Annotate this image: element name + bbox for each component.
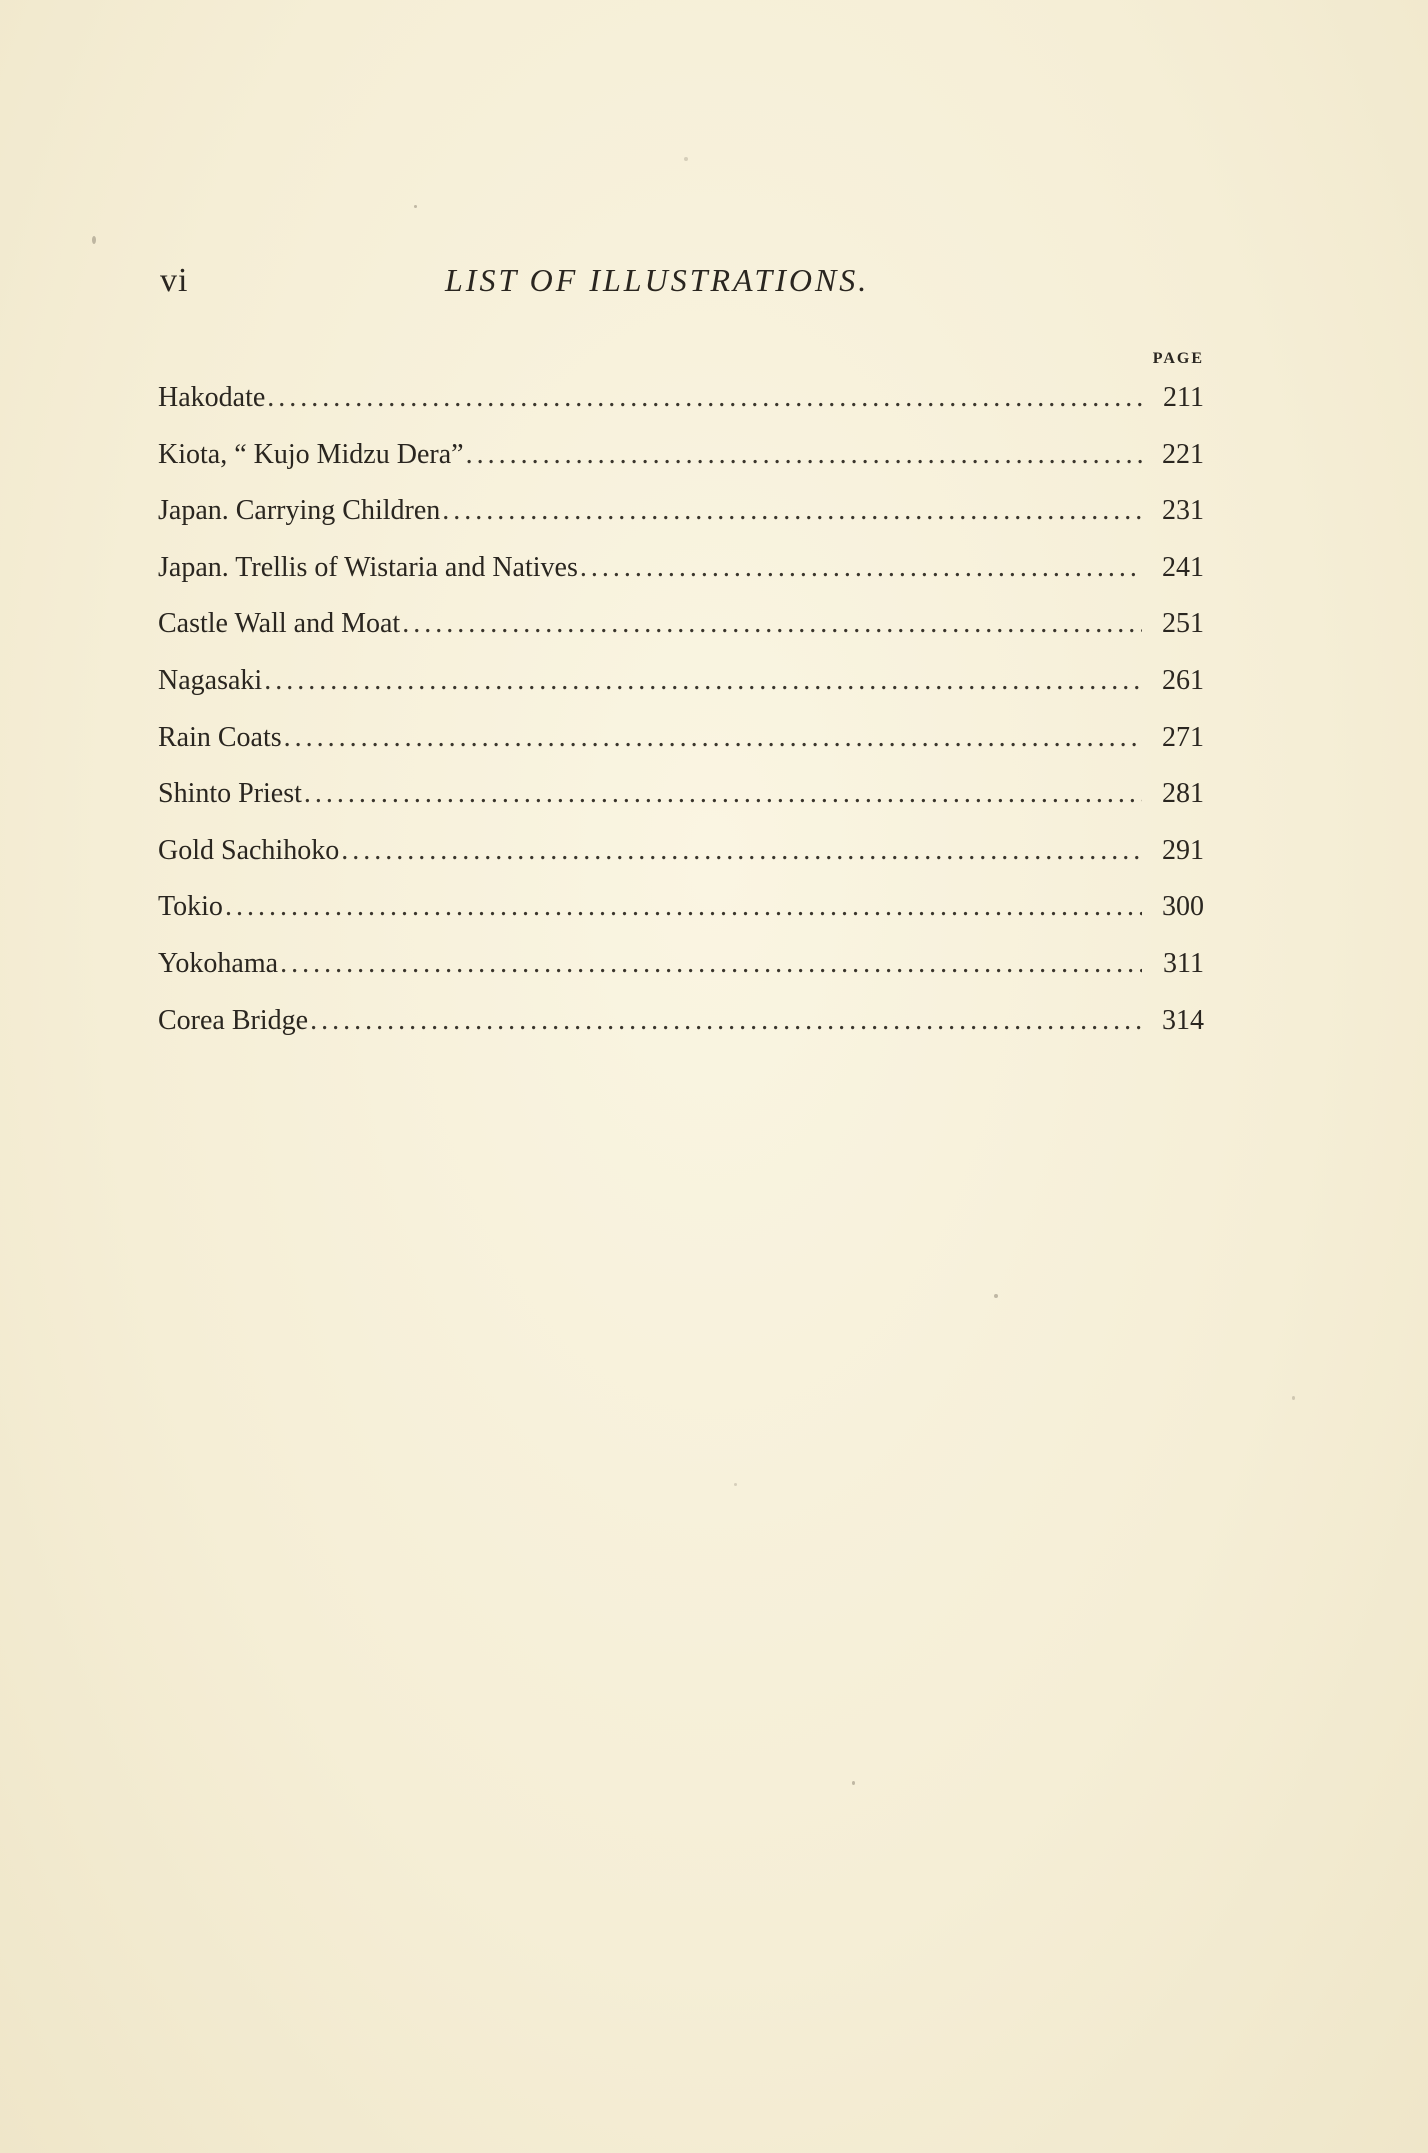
list-item (158, 483, 1204, 540)
paper-speck (994, 1294, 998, 1298)
dot-leader (466, 427, 1142, 484)
entry-title: Japan. Carrying Children (158, 495, 441, 527)
entry-page: 241 (1162, 551, 1204, 583)
entry-title: Nagasaki (158, 664, 263, 696)
entry-page: 281 (1162, 778, 1204, 810)
dot-leader (442, 483, 1142, 540)
dot-leader (310, 993, 1142, 1050)
entry-title: Hakodate (158, 382, 266, 413)
entry-page: 261 (1162, 664, 1204, 696)
dot-leader (341, 823, 1142, 880)
dot-leader (304, 766, 1142, 823)
entry-page: 221 (1162, 438, 1204, 470)
list-item (158, 879, 1204, 936)
running-title: LIST OF ILLUSTRATIONS. (445, 262, 870, 298)
dot-leader (402, 596, 1142, 653)
entry-title: Shinto Priest (158, 778, 302, 810)
entry-title: Rain Coats (158, 721, 282, 753)
dot-leader (267, 370, 1142, 427)
entry-title: Kiota, “ Kujo Midzu Dera” (158, 438, 464, 470)
dot-leader (284, 710, 1142, 767)
page-number: vi (160, 262, 189, 299)
list-item (158, 653, 1204, 710)
entry-title: Castle Wall and Moat (158, 608, 401, 640)
list-item (158, 993, 1204, 1050)
paper-speck (734, 1483, 737, 1486)
dot-leader (580, 540, 1142, 597)
list-item (158, 370, 1204, 427)
entry-page: 311 (1163, 947, 1204, 979)
paper-speck (1292, 1396, 1295, 1400)
paper-speck (684, 157, 688, 161)
entry-title: Yokohama (158, 947, 279, 979)
list-item (158, 427, 1204, 484)
paper-speck (92, 236, 96, 244)
entry-page: 291 (1162, 834, 1204, 866)
illustrations-list (158, 370, 1204, 1049)
dot-leader (264, 653, 1142, 710)
list-item (158, 823, 1204, 880)
entry-page: 251 (1162, 608, 1204, 640)
entry-page: 211 (1163, 382, 1204, 413)
dot-leader (280, 936, 1142, 993)
entry-page: 271 (1162, 721, 1204, 753)
list-item (158, 540, 1204, 597)
page-column-heading: PAGE (1152, 350, 1204, 367)
dot-leader (225, 879, 1142, 936)
entry-page: 231 (1162, 495, 1204, 527)
entry-title: Corea Bridge (158, 1004, 309, 1036)
entry-page: 314 (1162, 1004, 1204, 1036)
entry-page: 300 (1162, 891, 1204, 923)
entry-title: Gold Sachihoko (158, 834, 340, 866)
entry-title: Tokio (158, 891, 223, 923)
paper-speck (852, 1781, 855, 1785)
entry-title: Japan. Trellis of Wistaria and Natives (158, 551, 578, 583)
list-item (158, 936, 1204, 993)
list-item (158, 596, 1204, 653)
paper-speck (414, 205, 417, 208)
list-item (158, 710, 1204, 767)
list-item (158, 766, 1204, 823)
page-header (160, 262, 1200, 312)
